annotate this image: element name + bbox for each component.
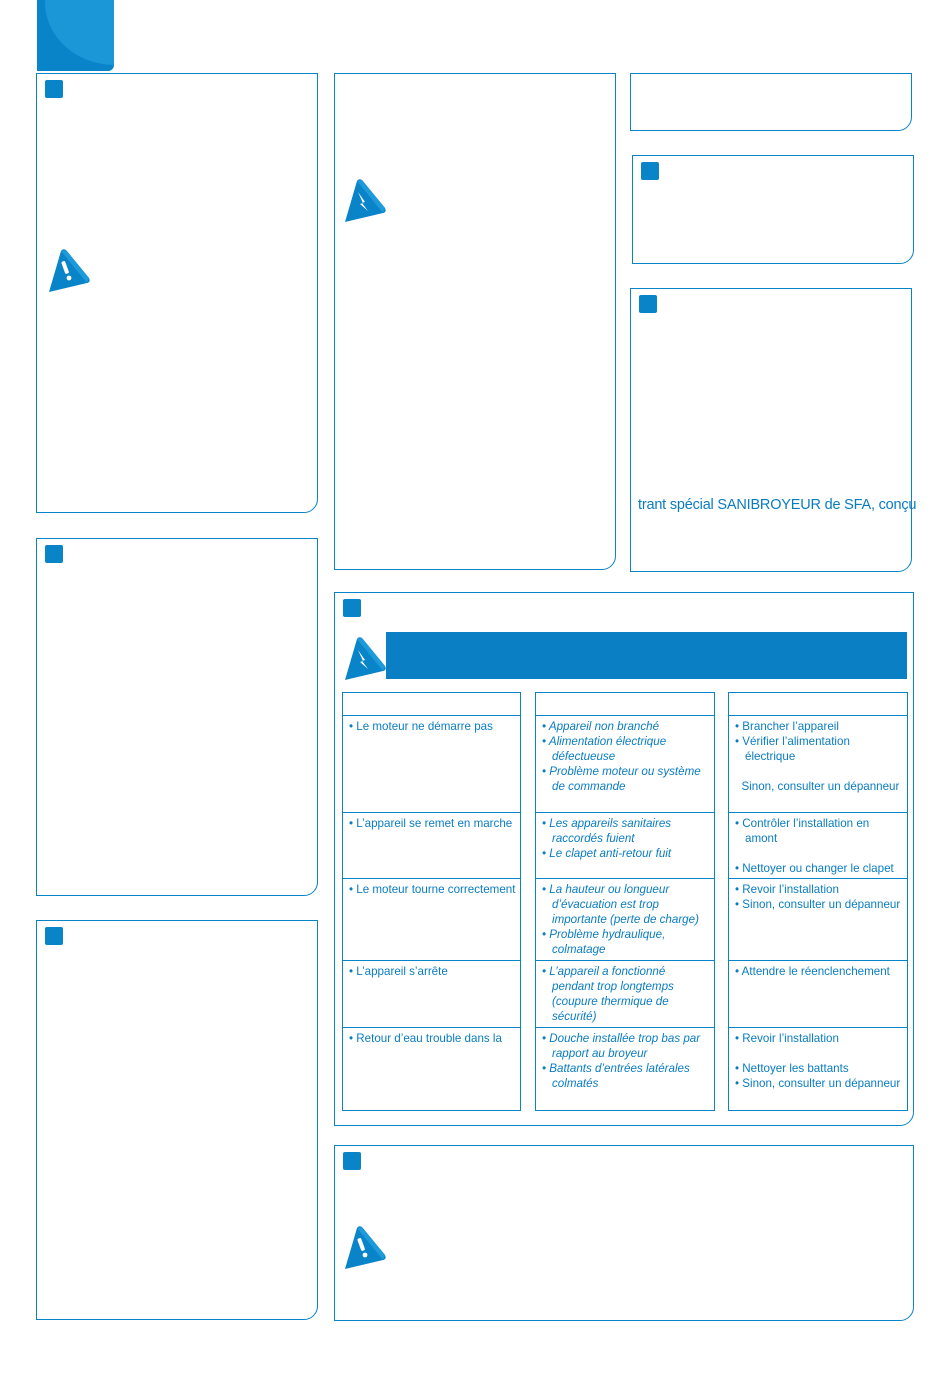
table-cell: • L’appareil se remet en marche xyxy=(343,813,520,879)
table-cell: • Revoir l’installation • Nettoyer les battants • Sinon, consulter un dépanneur xyxy=(735,1032,901,1090)
table-cell: • Les appareils sanitaires raccordés fuient • Le clapet anti-retour fuit xyxy=(536,813,714,879)
table-cell: • Attendre le réenclenchement xyxy=(729,961,907,1028)
section-marker-icon xyxy=(641,162,659,180)
corner-tab xyxy=(37,0,114,71)
table-cell: • Appareil non branché • Alimentation électrique défectueuse • Problème moteur ou système de commande xyxy=(536,716,714,813)
section-marker-icon xyxy=(45,927,63,945)
symptom-column xyxy=(342,692,521,1111)
table-cell: • L’appareil s’arrête xyxy=(343,961,520,1028)
remedy-column xyxy=(728,692,908,1111)
panel-left-middle xyxy=(36,538,318,896)
troubleshooting-banner xyxy=(386,632,907,679)
table-cell: • Le moteur ne démarre pas xyxy=(343,716,520,813)
table-cell: • Brancher l’appareil • Vérifier l’alimentation électrique Sinon, consulter un dépanneur xyxy=(729,716,907,813)
section-marker-icon xyxy=(343,1152,361,1170)
section-marker-icon xyxy=(45,545,63,563)
panel-right-second xyxy=(632,155,914,264)
panel-right-text: trant spécial SANIBROYEUR de SFA, conçu xyxy=(638,497,917,513)
cause-column-header xyxy=(536,693,714,716)
panel-left-bottom xyxy=(36,920,318,1320)
table-cell: • Contrôler l’installation en amont • Nettoyer ou changer le clapet xyxy=(729,813,907,879)
electric-hazard-icon xyxy=(343,636,387,682)
panel-center-top xyxy=(334,73,616,570)
panel-right-third xyxy=(630,288,917,572)
remedy-column-header xyxy=(729,693,907,716)
warning-triangle-icon xyxy=(47,248,91,294)
cause-column xyxy=(535,692,715,1111)
panel-bottom xyxy=(334,1145,914,1321)
warning-triangle-icon xyxy=(343,1225,387,1271)
panel-right-top xyxy=(630,73,912,131)
table-cell: • Revoir l’installation • Sinon, consulter un dépanneur xyxy=(729,879,907,961)
section-marker-icon xyxy=(639,295,657,313)
section-marker-icon xyxy=(343,599,361,617)
table-cell: • Retour d’eau trouble dans la xyxy=(349,1032,502,1045)
section-marker-icon xyxy=(45,80,63,98)
symptom-column-header xyxy=(343,693,520,716)
table-cell: • Douche installée trop bas par rapport au broyeur • Battants d’entrées latérales colmatés xyxy=(542,1032,701,1090)
table-cell: • La hauteur ou longueur d’évacuation est trop importante (perte de charge) • Problème hydraulique, colmatage xyxy=(536,879,714,961)
electric-hazard-icon xyxy=(343,178,387,224)
table-cell: • Le moteur tourne correctement xyxy=(343,879,520,961)
table-cell: • L’appareil a fonctionné pendant trop longtemps (coupure thermique de sécurité) xyxy=(536,961,714,1028)
panel-left-top xyxy=(36,73,318,513)
